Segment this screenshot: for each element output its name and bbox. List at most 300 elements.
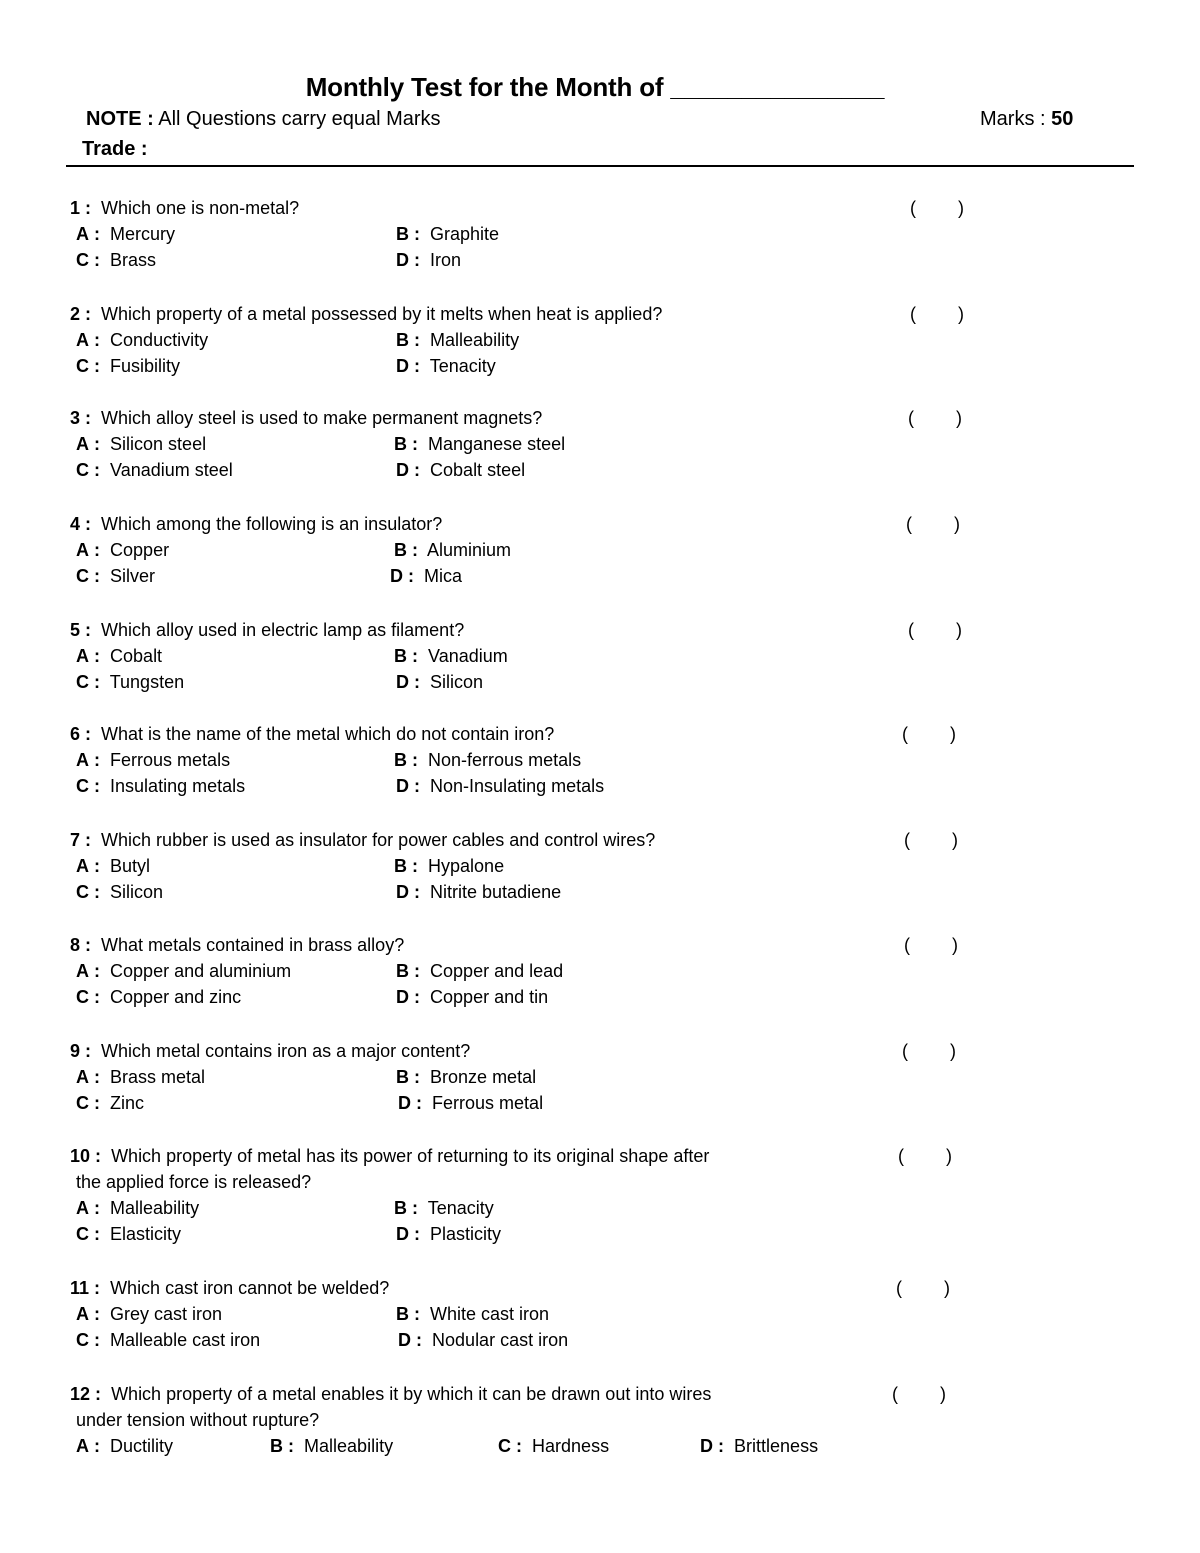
- option-text: Tenacity: [429, 356, 496, 376]
- question-prompt: Which property of a metal enables it by which it can be drawn out into wires: [111, 1384, 712, 1404]
- option-letter: C: [76, 250, 89, 270]
- question-prompt: What is the name of the metal which do not contain iron?: [101, 724, 555, 744]
- question-number: 3: [70, 408, 81, 428]
- question-line: [70, 301, 1130, 327]
- option-separator: :: [414, 672, 421, 692]
- question-text: [70, 511, 442, 537]
- option-text: Copper and zinc: [110, 987, 242, 1007]
- option-separator: :: [94, 750, 101, 770]
- question-separator: :: [95, 1146, 102, 1166]
- option-letter: C: [76, 460, 89, 480]
- question-3: [70, 405, 1130, 483]
- option-a[interactable]: [76, 853, 150, 879]
- options-row: [70, 457, 1130, 483]
- option-separator: :: [414, 987, 421, 1007]
- note-line: [86, 108, 441, 131]
- option-text: Vanadium steel: [110, 460, 233, 480]
- question-prompt: Which rubber is used as insulator for power cables and control wires?: [101, 830, 656, 850]
- option-text: Nitrite butadiene: [430, 882, 562, 902]
- option-text: Silicon steel: [110, 434, 207, 454]
- option-d[interactable]: [398, 1090, 543, 1116]
- question-prompt: Which alloy used in electric lamp as filament?: [101, 620, 465, 640]
- option-d[interactable]: [390, 563, 462, 589]
- question-11: [70, 1275, 1130, 1353]
- option-c[interactable]: [76, 457, 233, 483]
- option-letter: A: [76, 1304, 89, 1324]
- question-separator: :: [95, 1384, 102, 1404]
- option-text: Iron: [430, 250, 462, 270]
- option-text: Silicon: [110, 882, 164, 902]
- options-row: [70, 327, 1130, 353]
- option-separator: :: [94, 961, 101, 981]
- option-c[interactable]: [76, 563, 155, 589]
- option-b[interactable]: [396, 327, 519, 353]
- option-text: Bronze metal: [430, 1067, 537, 1087]
- option-b[interactable]: [394, 1195, 494, 1221]
- answer-box-open: (: [904, 935, 910, 955]
- option-a[interactable]: [76, 1433, 173, 1459]
- option-separator: :: [414, 1304, 421, 1324]
- option-text: Non-ferrous metals: [428, 750, 582, 770]
- option-d[interactable]: [396, 669, 483, 695]
- question-number: 12: [70, 1384, 91, 1404]
- question-line: [70, 511, 1130, 537]
- answer-box-open: (: [898, 1146, 904, 1166]
- option-text: Copper and lead: [430, 961, 564, 981]
- answer-box-open: (: [906, 514, 912, 534]
- question-separator: :: [85, 620, 92, 640]
- option-letter: B: [396, 1304, 409, 1324]
- question-prompt: Which property of a metal possessed by it melts when heat is applied?: [101, 304, 663, 324]
- option-c[interactable]: [76, 1327, 260, 1353]
- option-separator: :: [416, 1330, 423, 1350]
- option-text: Hardness: [532, 1436, 610, 1456]
- option-letter: C: [76, 356, 89, 376]
- marks-value: 50: [1051, 108, 1074, 130]
- note-text: All Questions carry equal Marks: [158, 108, 441, 130]
- option-letter: B: [396, 224, 409, 244]
- option-b[interactable]: [394, 853, 504, 879]
- option-separator: :: [94, 1330, 101, 1350]
- question-8: [70, 932, 1130, 1010]
- options-row: [70, 1433, 1130, 1459]
- option-letter: B: [394, 646, 407, 666]
- question-line: [70, 195, 1130, 221]
- option-letter: D: [700, 1436, 713, 1456]
- option-text: Vanadium: [428, 646, 508, 666]
- option-separator: :: [94, 987, 101, 1007]
- option-separator: :: [718, 1436, 725, 1456]
- option-text: Silicon: [430, 672, 484, 692]
- option-letter: C: [76, 987, 89, 1007]
- option-d[interactable]: [700, 1433, 818, 1459]
- question-text: [70, 301, 662, 327]
- option-letter: D: [396, 987, 409, 1007]
- option-text: Insulating metals: [110, 776, 246, 796]
- option-letter: A: [76, 1067, 89, 1087]
- option-letter: D: [396, 460, 409, 480]
- option-separator: :: [94, 330, 101, 350]
- answer-box-open: (: [904, 830, 910, 850]
- question-line: [70, 721, 1130, 747]
- option-a[interactable]: [76, 1301, 222, 1327]
- option-d[interactable]: [396, 457, 525, 483]
- option-c[interactable]: [498, 1433, 609, 1459]
- option-text: Butyl: [110, 856, 151, 876]
- answer-box-close: ): [956, 408, 962, 428]
- option-separator: :: [94, 1304, 101, 1324]
- option-separator: :: [516, 1436, 523, 1456]
- option-b[interactable]: [394, 431, 565, 457]
- question-line-continued: [70, 1169, 1130, 1195]
- option-letter: B: [396, 961, 409, 981]
- option-text: Tungsten: [109, 672, 185, 692]
- question-text: [70, 617, 464, 643]
- option-d[interactable]: [398, 1327, 568, 1353]
- option-separator: :: [94, 856, 101, 876]
- question-number: 10: [70, 1146, 91, 1166]
- question-text: [70, 721, 554, 747]
- option-separator: :: [94, 1067, 101, 1087]
- option-letter: A: [76, 1436, 89, 1456]
- option-letter: A: [76, 750, 89, 770]
- option-text: Malleable cast iron: [110, 1330, 261, 1350]
- question-5: [70, 617, 1130, 695]
- question-12: [70, 1381, 1130, 1459]
- note-label: NOTE :: [86, 108, 154, 130]
- option-text: Plasticity: [430, 1224, 502, 1244]
- question-number: 4: [70, 514, 81, 534]
- option-separator: :: [412, 434, 419, 454]
- option-letter: B: [394, 540, 407, 560]
- option-separator: :: [416, 1093, 423, 1113]
- option-b[interactable]: [394, 643, 508, 669]
- option-letter: D: [396, 250, 409, 270]
- option-text: Silver: [110, 566, 156, 586]
- question-line: [70, 1143, 1130, 1169]
- option-text: Malleability: [110, 1198, 200, 1218]
- question-text: [70, 827, 655, 853]
- option-letter: C: [76, 1093, 89, 1113]
- option-b[interactable]: [396, 1064, 536, 1090]
- question-separator: :: [85, 198, 92, 218]
- question-line: [70, 1275, 1130, 1301]
- answer-box-open: (: [896, 1278, 902, 1298]
- options-row: [70, 1090, 1130, 1116]
- option-letter: C: [76, 566, 89, 586]
- option-separator: :: [94, 356, 101, 376]
- option-separator: :: [94, 672, 101, 692]
- option-letter: D: [396, 776, 409, 796]
- option-separator: :: [414, 882, 421, 902]
- question-line-continued: [70, 1407, 1130, 1433]
- question-line: [70, 827, 1130, 853]
- question-1: [70, 195, 1130, 273]
- option-b[interactable]: [396, 1301, 549, 1327]
- option-letter: C: [76, 1330, 89, 1350]
- question-text: [70, 405, 542, 431]
- question-number: 9: [70, 1041, 81, 1061]
- question-9: [70, 1038, 1130, 1116]
- option-separator: :: [414, 330, 421, 350]
- option-c[interactable]: [76, 879, 163, 905]
- option-letter: D: [396, 1224, 409, 1244]
- question-prompt: Which metal contains iron as a major content?: [101, 1041, 471, 1061]
- options-row: [70, 353, 1130, 379]
- question-prompt: Which one is non-metal?: [101, 198, 300, 218]
- option-letter: B: [270, 1436, 283, 1456]
- option-a[interactable]: [76, 643, 162, 669]
- option-d[interactable]: [396, 247, 461, 273]
- options-row: [70, 431, 1130, 457]
- answer-box-open: (: [910, 198, 916, 218]
- trade-label: Trade :: [82, 138, 148, 160]
- answer-box-close: ): [952, 935, 958, 955]
- question-separator: :: [94, 1278, 101, 1298]
- option-text: Brittleness: [734, 1436, 819, 1456]
- option-separator: :: [414, 356, 421, 376]
- question-separator: :: [85, 514, 92, 534]
- option-letter: C: [76, 1224, 89, 1244]
- question-separator: :: [85, 408, 92, 428]
- options-row: [70, 773, 1130, 799]
- option-text: Copper and tin: [430, 987, 549, 1007]
- option-d[interactable]: [396, 879, 561, 905]
- options-row: [70, 221, 1130, 247]
- option-text: Nodular cast iron: [432, 1330, 569, 1350]
- option-letter: A: [76, 224, 89, 244]
- question-separator: :: [85, 304, 92, 324]
- option-c[interactable]: [76, 1090, 144, 1116]
- question-number: 6: [70, 724, 81, 744]
- option-text: Graphite: [430, 224, 500, 244]
- option-separator: :: [412, 856, 419, 876]
- question-10: [70, 1143, 1130, 1247]
- question-text: [70, 195, 299, 221]
- option-separator: :: [94, 1093, 101, 1113]
- option-text: Mercury: [110, 224, 176, 244]
- option-separator: :: [412, 750, 419, 770]
- option-separator: :: [412, 540, 419, 560]
- answer-box-open: (: [908, 620, 914, 640]
- question-line: [70, 405, 1130, 431]
- question-number: 1: [70, 198, 81, 218]
- option-separator: :: [94, 1224, 101, 1244]
- options-row: [70, 1327, 1130, 1353]
- option-d[interactable]: [396, 353, 496, 379]
- option-letter: C: [76, 776, 89, 796]
- question-separator: :: [85, 935, 92, 955]
- option-letter: A: [76, 1198, 89, 1218]
- option-a[interactable]: [76, 221, 175, 247]
- option-letter: A: [76, 961, 89, 981]
- option-a[interactable]: [76, 327, 208, 353]
- answer-box-close: ): [946, 1146, 952, 1166]
- option-separator: :: [94, 1198, 101, 1218]
- option-separator: :: [414, 961, 421, 981]
- options-row: [70, 643, 1130, 669]
- options-row: [70, 1195, 1130, 1221]
- options-row: [70, 984, 1130, 1010]
- option-letter: A: [76, 434, 89, 454]
- question-prompt: Which property of metal has its power of returning to its original shape after: [111, 1146, 710, 1166]
- option-text: Zinc: [110, 1093, 145, 1113]
- option-separator: :: [94, 566, 101, 586]
- options-row: [70, 247, 1130, 273]
- answer-box-close: ): [954, 514, 960, 534]
- question-separator: :: [85, 830, 92, 850]
- option-separator: :: [94, 882, 101, 902]
- question-prompt: Which alloy steel is used to make permanent magnets?: [101, 408, 543, 428]
- option-text: Grey cast iron: [110, 1304, 223, 1324]
- option-letter: A: [76, 856, 89, 876]
- question-line: [70, 932, 1130, 958]
- question-text: [70, 1038, 470, 1064]
- question-separator: :: [85, 1041, 92, 1061]
- option-letter: B: [396, 1067, 409, 1087]
- answer-box-close: ): [956, 620, 962, 640]
- answer-box-open: (: [892, 1384, 898, 1404]
- option-separator: :: [94, 1436, 101, 1456]
- option-text: Hypalone: [428, 856, 505, 876]
- options-row: [70, 669, 1130, 695]
- question-text: [70, 1381, 711, 1407]
- question-prompt: What metals contained in brass alloy?: [101, 935, 405, 955]
- marks-line: [980, 108, 1073, 131]
- option-b[interactable]: [396, 221, 499, 247]
- option-separator: :: [94, 224, 101, 244]
- option-separator: :: [412, 646, 419, 666]
- option-separator: :: [94, 250, 101, 270]
- option-text: Brass: [110, 250, 157, 270]
- option-separator: :: [288, 1436, 295, 1456]
- option-d[interactable]: [396, 773, 604, 799]
- option-c[interactable]: [76, 247, 156, 273]
- option-b[interactable]: [396, 958, 563, 984]
- option-letter: D: [398, 1093, 411, 1113]
- option-a[interactable]: [76, 1064, 205, 1090]
- option-separator: :: [94, 434, 101, 454]
- options-row: [70, 1221, 1130, 1247]
- test-title: Monthly Test for the Month of _______________: [305, 72, 885, 102]
- question-number: 11: [70, 1278, 90, 1298]
- option-separator: :: [414, 1067, 421, 1087]
- question-number: 5: [70, 620, 81, 640]
- option-separator: :: [414, 250, 421, 270]
- option-text: Fusibility: [110, 356, 181, 376]
- question-text: [70, 932, 404, 958]
- header-divider: [66, 165, 1134, 167]
- options-row: [70, 747, 1130, 773]
- option-text: Malleability: [304, 1436, 394, 1456]
- option-text: Manganese steel: [428, 434, 566, 454]
- option-a[interactable]: [76, 747, 230, 773]
- option-text: Copper and aluminium: [110, 961, 292, 981]
- option-letter: D: [396, 882, 409, 902]
- option-letter: B: [394, 1198, 407, 1218]
- options-row: [70, 879, 1130, 905]
- option-a[interactable]: [76, 1195, 199, 1221]
- answer-box-close: ): [950, 724, 956, 744]
- question-line: [70, 1381, 1130, 1407]
- option-letter: A: [76, 646, 89, 666]
- option-letter: C: [498, 1436, 511, 1456]
- question-4: [70, 511, 1130, 589]
- option-c[interactable]: [76, 1221, 181, 1247]
- option-text: Ferrous metal: [432, 1093, 544, 1113]
- option-text: Ductility: [110, 1436, 174, 1456]
- answer-box-open: (: [902, 724, 908, 744]
- option-c[interactable]: [76, 353, 180, 379]
- question-7: [70, 827, 1130, 905]
- option-letter: C: [76, 882, 89, 902]
- option-letter: B: [394, 434, 407, 454]
- option-letter: B: [396, 330, 409, 350]
- option-b[interactable]: [394, 747, 581, 773]
- option-d[interactable]: [396, 1221, 501, 1247]
- options-row: [70, 537, 1130, 563]
- option-separator: :: [94, 540, 101, 560]
- answer-box-close: ): [958, 198, 964, 218]
- option-c[interactable]: [76, 773, 245, 799]
- option-separator: :: [412, 1198, 419, 1218]
- option-separator: :: [414, 224, 421, 244]
- option-text: Tenacity: [427, 1198, 494, 1218]
- option-separator: :: [414, 776, 421, 796]
- option-c[interactable]: [76, 984, 241, 1010]
- question-prompt-continued: the applied force is released?: [76, 1172, 312, 1192]
- option-c[interactable]: [76, 669, 184, 695]
- question-text: [70, 1143, 709, 1169]
- option-separator: :: [414, 1224, 421, 1244]
- answer-box-close: ): [950, 1041, 956, 1061]
- option-d[interactable]: [396, 984, 548, 1010]
- option-b[interactable]: [270, 1433, 393, 1459]
- answer-box-close: ): [952, 830, 958, 850]
- answer-box-close: ): [940, 1384, 946, 1404]
- question-prompt: Which among the following is an insulator?: [101, 514, 443, 534]
- option-text: Copper: [110, 540, 170, 560]
- option-letter: A: [76, 540, 89, 560]
- option-text: Non-Insulating metals: [430, 776, 605, 796]
- question-number: 8: [70, 935, 81, 955]
- marks-label: Marks :: [980, 108, 1046, 130]
- option-a[interactable]: [76, 958, 291, 984]
- answer-box-open: (: [910, 304, 916, 324]
- answer-box-open: (: [908, 408, 914, 428]
- option-separator: :: [408, 566, 415, 586]
- question-prompt-continued: under tension without rupture?: [76, 1410, 320, 1430]
- options-row: [70, 1064, 1130, 1090]
- option-text: White cast iron: [430, 1304, 550, 1324]
- option-a[interactable]: [76, 537, 169, 563]
- options-row: [70, 958, 1130, 984]
- question-2: [70, 301, 1130, 379]
- question-text: [70, 1275, 389, 1301]
- option-text: Malleability: [430, 330, 520, 350]
- option-text: Mica: [424, 566, 463, 586]
- option-letter: B: [394, 750, 407, 770]
- option-letter: D: [396, 672, 409, 692]
- option-text: Cobalt: [110, 646, 163, 666]
- option-text: Elasticity: [110, 1224, 182, 1244]
- option-text: Conductivity: [110, 330, 209, 350]
- option-letter: C: [76, 672, 89, 692]
- option-letter: D: [396, 356, 409, 376]
- option-a[interactable]: [76, 431, 206, 457]
- option-b[interactable]: [394, 537, 511, 563]
- question-prompt: Which cast iron cannot be welded?: [110, 1278, 390, 1298]
